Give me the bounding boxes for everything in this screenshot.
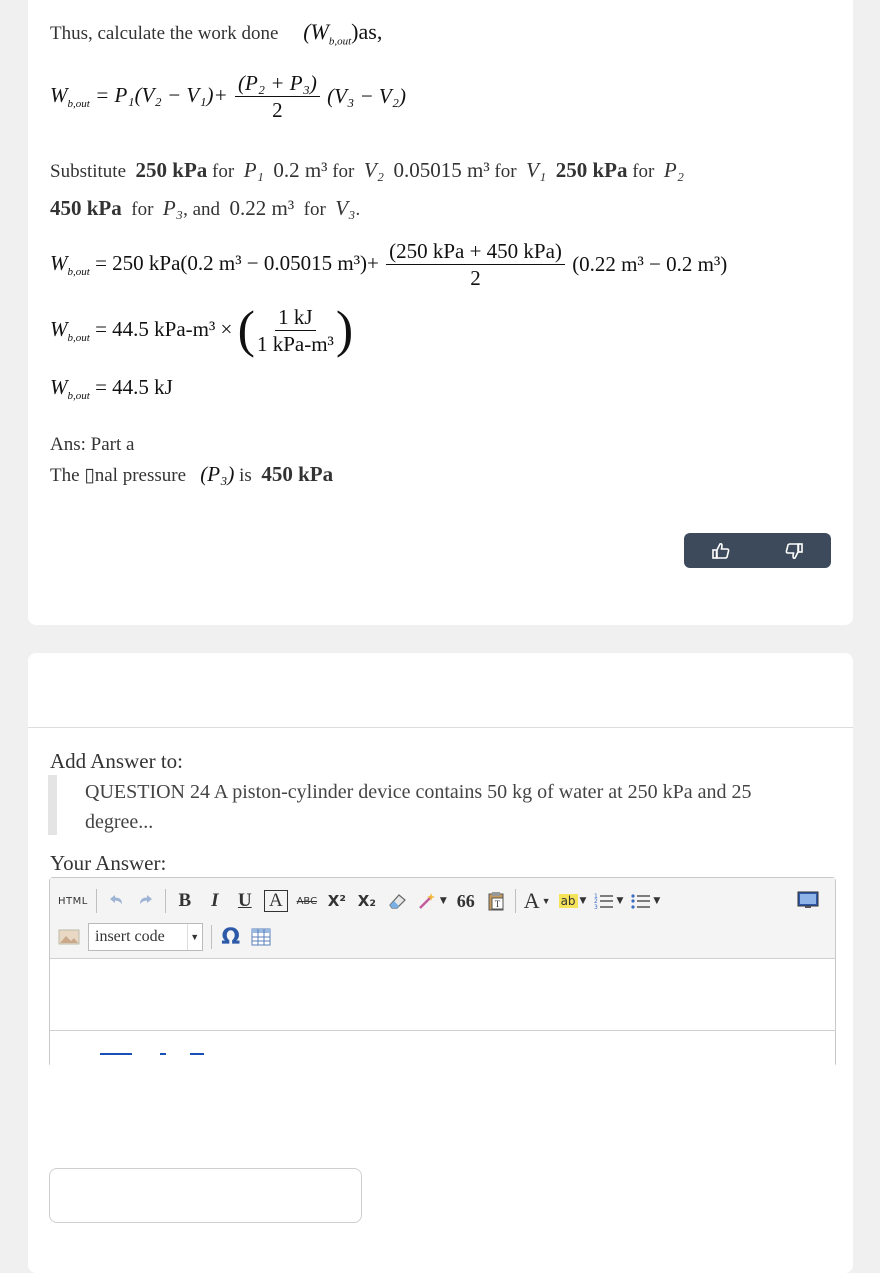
numbered-list-icon bbox=[594, 892, 614, 910]
special-character-button[interactable]: Ω bbox=[221, 924, 241, 950]
magic-wand-icon bbox=[416, 891, 438, 911]
bulleted-list-icon bbox=[631, 892, 651, 910]
calc-line-2: $W_{b,out} = 44.5$ kPa-m³ × ( $\frac{1 kJ}{\text{1 kPa-m³}}$ ) bbox=[50, 301, 354, 359]
progress-mark bbox=[160, 1053, 166, 1055]
toolbar-separator bbox=[96, 889, 97, 913]
redo-button[interactable] bbox=[135, 889, 157, 913]
numbered-list-button[interactable]: 1 2 3 ▼ bbox=[594, 893, 624, 910]
strikethrough-button[interactable]: ABC bbox=[296, 895, 318, 907]
vote-bar bbox=[684, 533, 831, 568]
undo-button[interactable] bbox=[105, 889, 127, 913]
svg-text:T: T bbox=[494, 899, 500, 909]
subscript-button[interactable]: X₂ bbox=[357, 892, 376, 910]
redo-icon bbox=[137, 893, 155, 909]
insert-code-select[interactable]: insert code ▼ bbox=[88, 923, 203, 951]
monitor-icon bbox=[797, 890, 819, 910]
font-size-button[interactable]: A ▼ bbox=[523, 888, 551, 913]
question-text: QUESTION 24 A piston-cylinder device contains 50 kg of water at 250 kPa and 25 degree... bbox=[85, 781, 752, 833]
answer-editor bbox=[49, 877, 836, 1067]
thumbs-up-icon bbox=[711, 541, 731, 561]
thumbs-down-button[interactable] bbox=[779, 536, 809, 566]
underline-button[interactable]: U bbox=[237, 890, 252, 911]
thumbs-up-button[interactable] bbox=[706, 536, 736, 566]
insert-table-button[interactable] bbox=[250, 925, 272, 949]
progress-mark bbox=[190, 1053, 204, 1055]
calc-line-3: $W_{b,out} = 44.5$ kJ bbox=[50, 375, 173, 403]
superscript-button[interactable]: X² bbox=[327, 892, 346, 910]
magic-format-button[interactable]: ▼ bbox=[416, 889, 447, 913]
image-icon bbox=[58, 928, 80, 946]
highlight-button[interactable]: ab ▼ bbox=[560, 894, 587, 908]
editor-toolbar bbox=[50, 878, 835, 959]
blockquote-button[interactable]: 66 bbox=[456, 890, 475, 911]
paste-text-button[interactable] bbox=[485, 889, 507, 913]
svg-text:2: 2 bbox=[594, 898, 599, 905]
bold-button[interactable]: B bbox=[178, 890, 192, 911]
editor-status-bar bbox=[50, 1030, 835, 1067]
intro-text: Thus, calculate the work done bbox=[50, 23, 279, 44]
intro-symbol: $(W_{b,out})as$, bbox=[303, 19, 383, 48]
toolbar-separator bbox=[211, 925, 212, 949]
italic-button[interactable]: I bbox=[211, 890, 219, 911]
substitute-text: Substitute 250 kPa for P₁ 0.2 m³ for V₂ 0.05015 m³ for V₁ 250 kPa for P₂ 450 kPa for P₃, and 0.22 m³ for V₃. bbox=[50, 158, 685, 220]
clipboard-text-icon bbox=[486, 891, 506, 911]
ans-heading: Ans: Part a bbox=[50, 434, 135, 455]
calc-line-1: $W_{b,out} = 250$ kPa(0.2 m³ − 0.05015 m³)+ $\frac{\text{(250 kPa + 450 kPa)}}{2}$ (0.22 m³ − 0.2 m³) bbox=[50, 239, 728, 290]
toolbar-separator bbox=[515, 889, 516, 913]
work-formula: $W_{b,out} = P_1(V_2 - V_1)+$ $\frac{\text{(P₂ + P₃)}}{2}$ (V₃ − V₂) bbox=[50, 71, 407, 122]
intro-line bbox=[50, 19, 382, 47]
toolbar-separator bbox=[165, 889, 166, 913]
answer-text-area[interactable] bbox=[50, 959, 835, 1029]
fullscreen-button[interactable] bbox=[797, 888, 819, 912]
divider bbox=[28, 727, 853, 728]
insert-image-button[interactable] bbox=[58, 925, 80, 949]
thumbs-down-icon bbox=[784, 541, 804, 561]
progress-mark bbox=[100, 1053, 132, 1055]
svg-text:3: 3 bbox=[594, 904, 599, 910]
bulleted-list-button[interactable]: ▼ bbox=[631, 889, 660, 913]
eraser-icon bbox=[386, 891, 408, 911]
your-answer-label: Your Answer: bbox=[50, 851, 167, 875]
svg-text:1: 1 bbox=[594, 893, 599, 900]
submit-area[interactable] bbox=[49, 1168, 362, 1223]
eraser-button[interactable] bbox=[386, 889, 408, 913]
dropdown-arrow-icon: ▼ bbox=[187, 924, 202, 950]
table-icon bbox=[251, 928, 271, 946]
final-answer: The ▯nal pressure (P₃) is 450 kPa bbox=[50, 462, 334, 486]
question-quote bbox=[48, 775, 777, 835]
add-answer-heading: Add Answer to: bbox=[50, 749, 183, 773]
undo-icon bbox=[107, 893, 125, 909]
html-mode-button[interactable]: HTML bbox=[58, 895, 88, 907]
text-color-button[interactable]: A bbox=[264, 890, 288, 912]
